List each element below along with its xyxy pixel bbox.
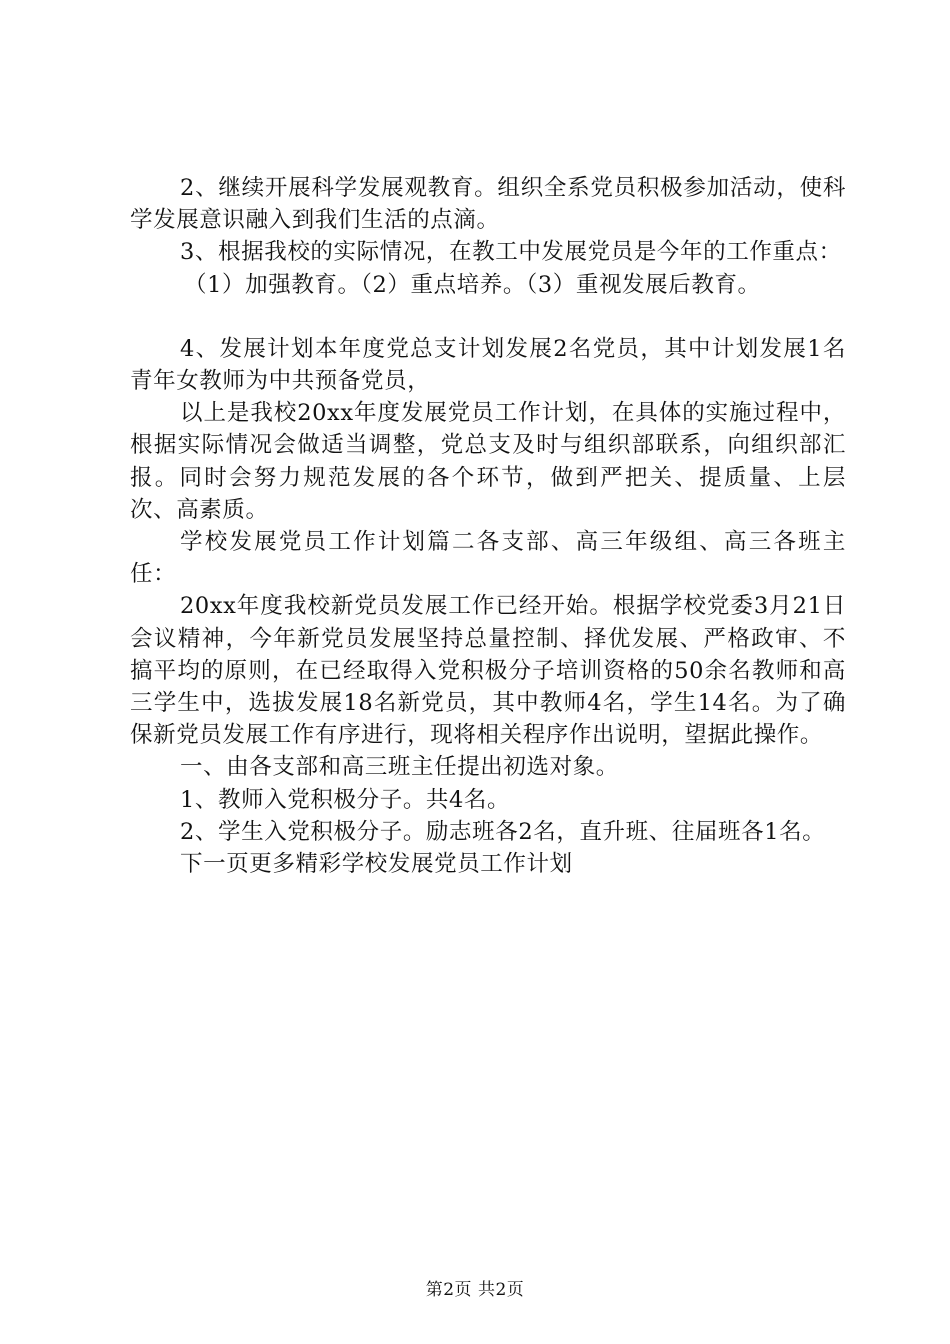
paragraph-summary: 以上是我校20xx年度发展党员工作计划，在具体的实施过程中，根据实际情况会做适当调整，党总支及时与组织部联系，向组织部汇报。同时会努力规范发展的各个环节，做到严把关、提质量、上层次、高素质。	[130, 400, 846, 523]
paragraph-item-3: 3、根据我校的实际情况，在教工中发展党员是今年的工作重点：	[180, 239, 842, 266]
paragraph-section-two-body: 20xx年度我校新党员发展工作已经开始。根据学校党委3月21日会议精神，今年新党员发展坚持总量控制、择优发展、严格政审、不搞平均的原则，在已经取得入党积极分子培训资格的50余名教师和高三学生中，选拔发展18名新党员，其中教师4名，学生14名。为了确保新党员发展工作有序进行，现将相关程序作出说明，望据此操作。	[130, 593, 846, 749]
page-number: 第2页 共2页	[425, 1280, 525, 1300]
paragraph-step-one: 一、由各支部和高三班主任提出初选对象。	[180, 754, 619, 781]
paragraph-item-4: 4、发展计划本年度党总支计划发展2名党员，其中计划发展1名青年女教师为中共预备党员，	[130, 335, 846, 395]
paragraph-student-activists: 2、学生入党积极分子。励志班各2名，直升班、往届班各1名。	[180, 818, 826, 845]
paragraph-teacher-activists: 1、教师入党积极分子。共4名。	[180, 786, 511, 813]
paragraph-section-two-heading: 学校发展党员工作计划篇二各支部、高三年级组、高三各班主任：	[130, 529, 846, 588]
next-page-link[interactable]: 下一页更多精彩学校发展党员工作计划	[180, 851, 573, 878]
paragraph-sub-items: （1）加强教育。（2）重点培养。（3）重视发展后教育。	[184, 271, 761, 298]
paragraph-item-2: 2、继续开展科学发展观教育。组织全系党员积极参加活动，使科学发展意识融入到我们生活的点滴。	[130, 175, 846, 234]
document-body	[130, 172, 846, 880]
